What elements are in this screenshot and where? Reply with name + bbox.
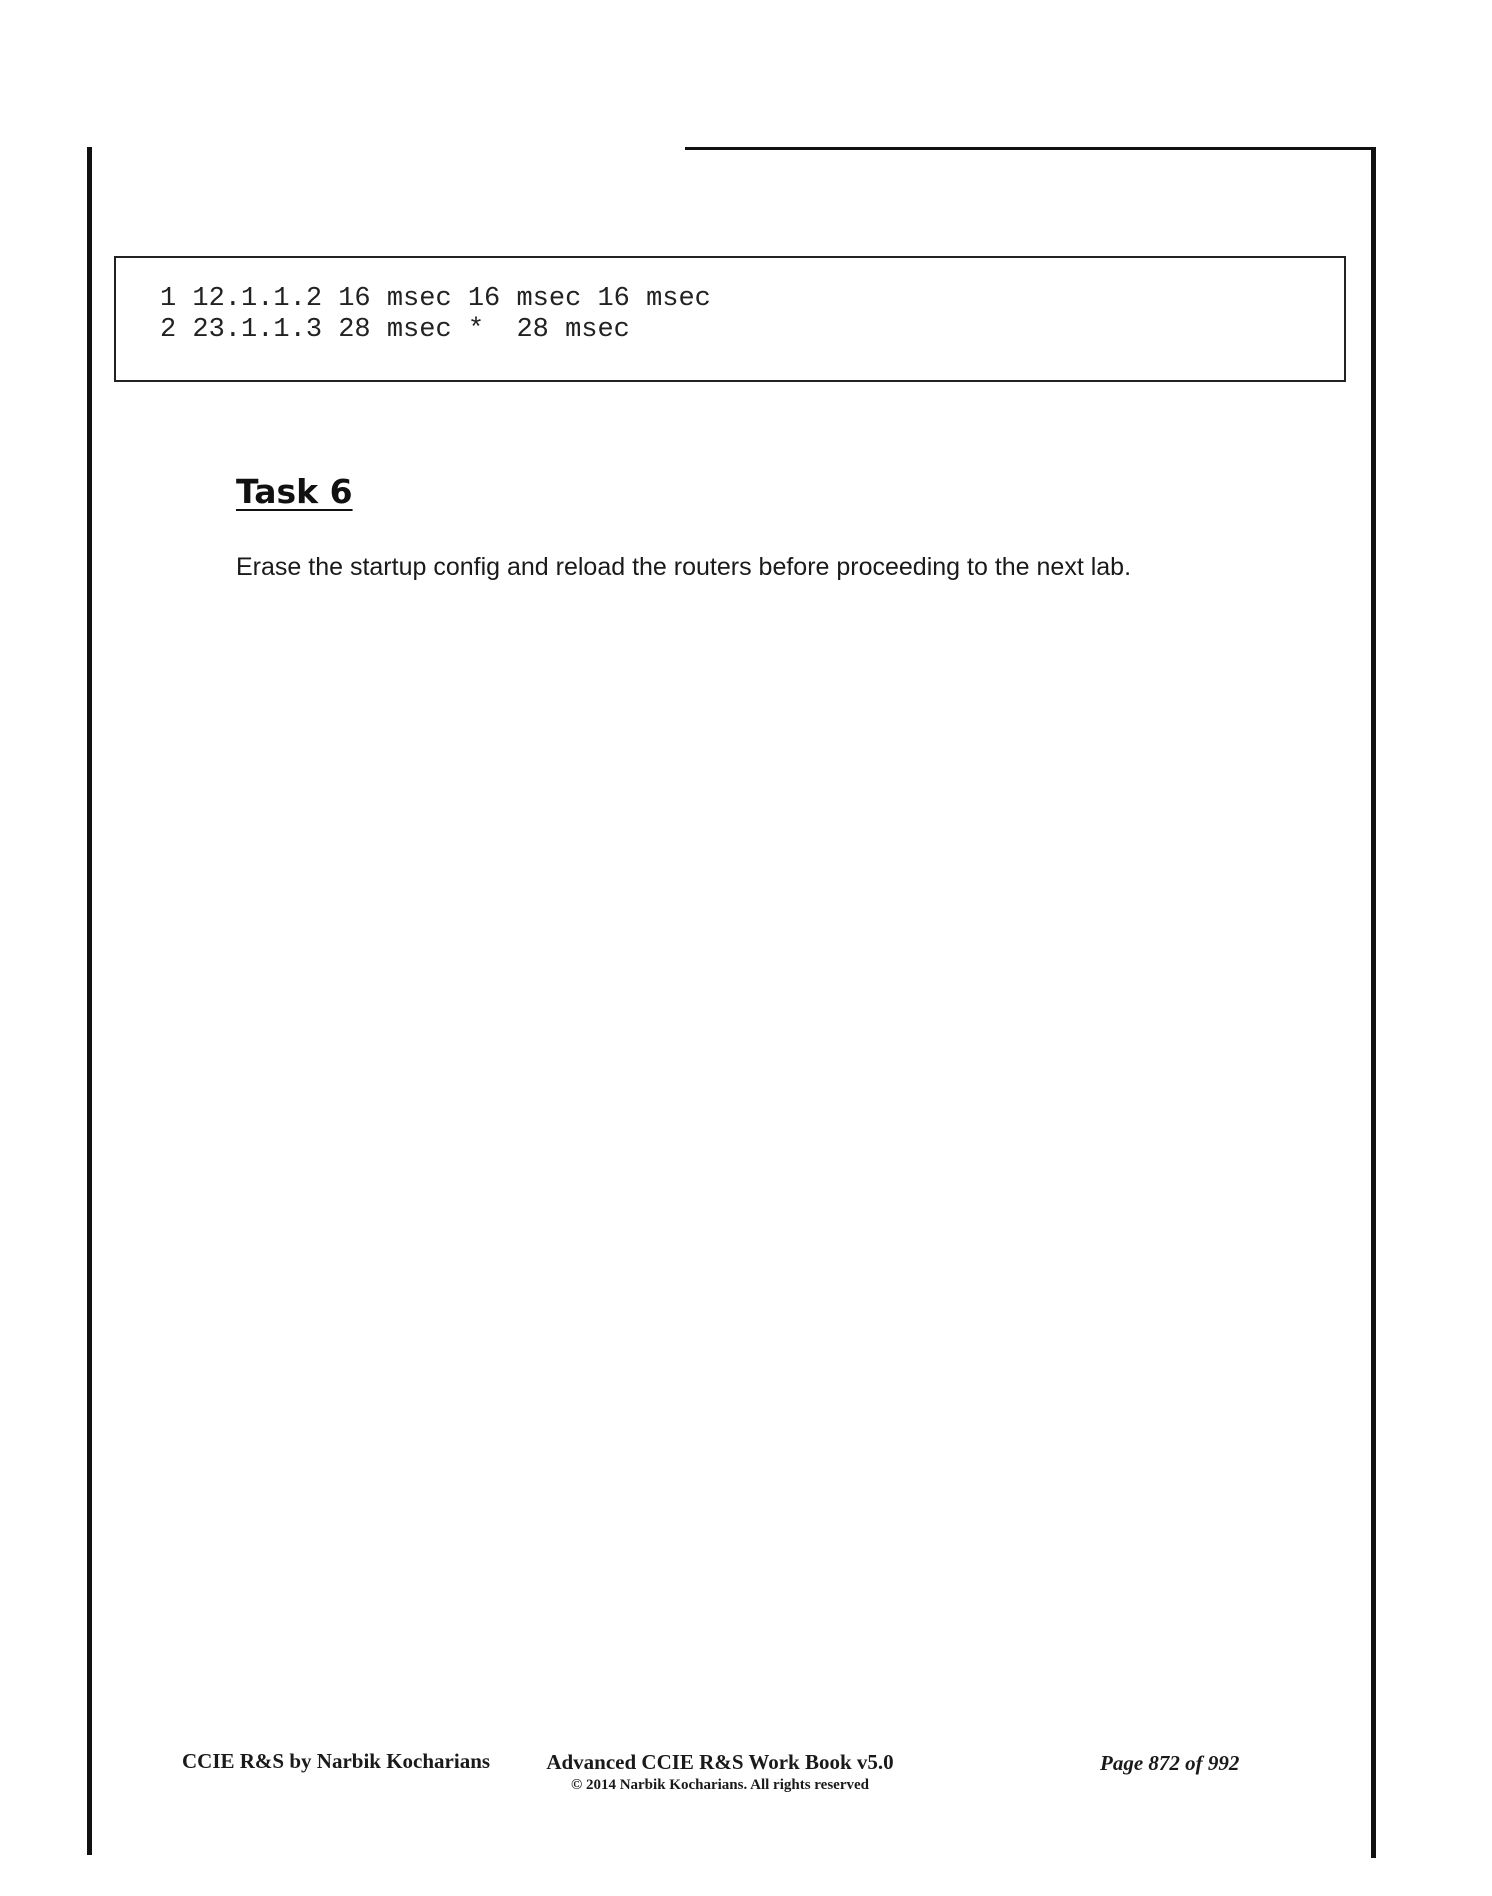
code-line: 2 23.1.1.3 28 msec * 28 msec	[160, 315, 630, 345]
footer-center	[540, 1749, 900, 1795]
footer-book-title: Advanced CCIE R&S Work Book v5.0	[546, 1750, 894, 1774]
footer-author: CCIE R&S by Narbik Kocharians	[182, 1749, 491, 1773]
code-output-box	[114, 256, 1346, 382]
page-border-left	[87, 147, 92, 1855]
footer-page-number: Page 872 of 992	[1100, 1751, 1240, 1775]
task-instruction: Erase the startup config and reload the routers before proceeding to the next lab.	[236, 553, 1132, 581]
code-line: 1 12.1.1.2 16 msec 16 msec 16 msec	[160, 284, 711, 314]
page-border-right	[1371, 148, 1376, 1858]
task-heading: Task 6	[236, 472, 353, 511]
page-border-top	[685, 147, 1376, 150]
code-output-lines	[160, 284, 711, 346]
footer-copyright: © 2014 Narbik Kocharians. All rights reserved	[570, 1777, 869, 1793]
